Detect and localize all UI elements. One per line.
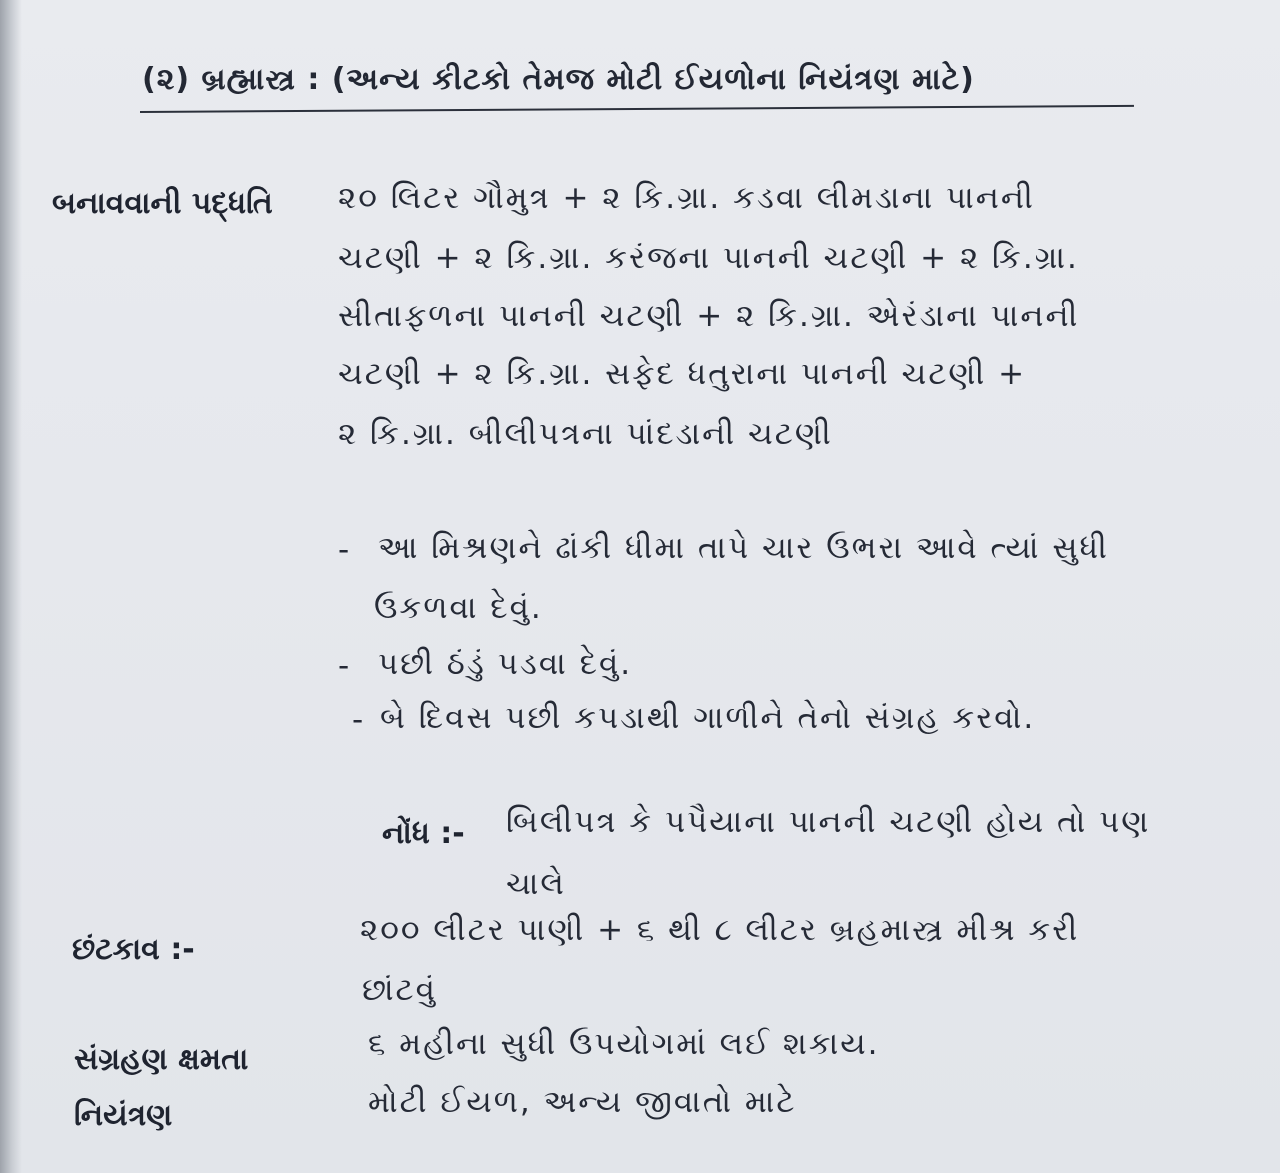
note-line-1: બિલીપત્ર કે પપૈયાના પાનની ચટણી હોય તો પણ [506, 804, 1151, 840]
step-1-dash: - [338, 532, 350, 568]
section-heading: (૨) બ્રહ્માસ્ત્ર : (અન્ય કીટકો તેમજ મોટી ઈયળોના નિયંત્રણ માટે) [142, 62, 975, 97]
step-1-line-2: ઉકળવા દેવું. [374, 590, 543, 626]
method-line-3: સીતાફળના પાનની ચટણી + ૨ કિ.ગ્રા. એરંડાના પાનની [338, 298, 1080, 334]
step-1-line-1: આ મિશ્રણને ઢાંકી ધીમા તાપે ચાર ઉભરા આવે ત્યાં સુધી [378, 530, 1109, 566]
spraying-line-1: ૨૦૦ લીટર પાણી + ૬ થી ૮ લીટર બ્રહમાસ્ત્ર મીશ્ર કરી [360, 912, 1080, 948]
page-spine-shadow [0, 0, 22, 1173]
step-2-dash: - [338, 648, 350, 684]
heading-underline [140, 105, 1134, 113]
spraying-label: છંટકાવ :- [72, 932, 195, 967]
control-label: નિયંત્રણ [74, 1098, 173, 1133]
note-label: નોંધ :- [382, 816, 465, 851]
storage-value: ૬ મહીના સુધી ઉપયોગમાં લઈ શકાય. [368, 1026, 880, 1062]
step-3-text: બે દિવસ પછી કપડાથી ગાળીને તેનો સંગ્રહ કરવો. [380, 700, 1036, 736]
step-2-text: પછી ઠંડું પડવા દેવું. [378, 646, 633, 682]
spraying-line-2: છાંટવું [362, 972, 437, 1008]
step-3-dash: - [352, 702, 364, 738]
method-line-5: ૨ કિ.ગ્રા. બીલીપત્રના પાંદડાની ચટણી [338, 416, 833, 452]
method-label: બનાવવાની પદ્ધતિ [52, 186, 273, 221]
method-line-2: ચટણી + ૨ કિ.ગ્રા. કરંજના પાનની ચટણી + ૨ કિ.ગ્રા. [338, 240, 1079, 276]
method-line-4: ચટણી + ૨ કિ.ગ્રા. સફેદ ધતુરાના પાનની ચટણી + [338, 356, 1027, 392]
storage-label: સંગ્રહણ ક્ષમતા [74, 1042, 249, 1077]
method-line-1: ૨૦ લિટર ગૌમુત્ર + ૨ કિ.ગ્રા. કડવા લીમડાના પાનની [338, 180, 1035, 216]
note-line-2: ચાલે [506, 866, 566, 902]
control-value: મોટી ઈયળ, અન્ય જીવાતો માટે [368, 1084, 797, 1120]
